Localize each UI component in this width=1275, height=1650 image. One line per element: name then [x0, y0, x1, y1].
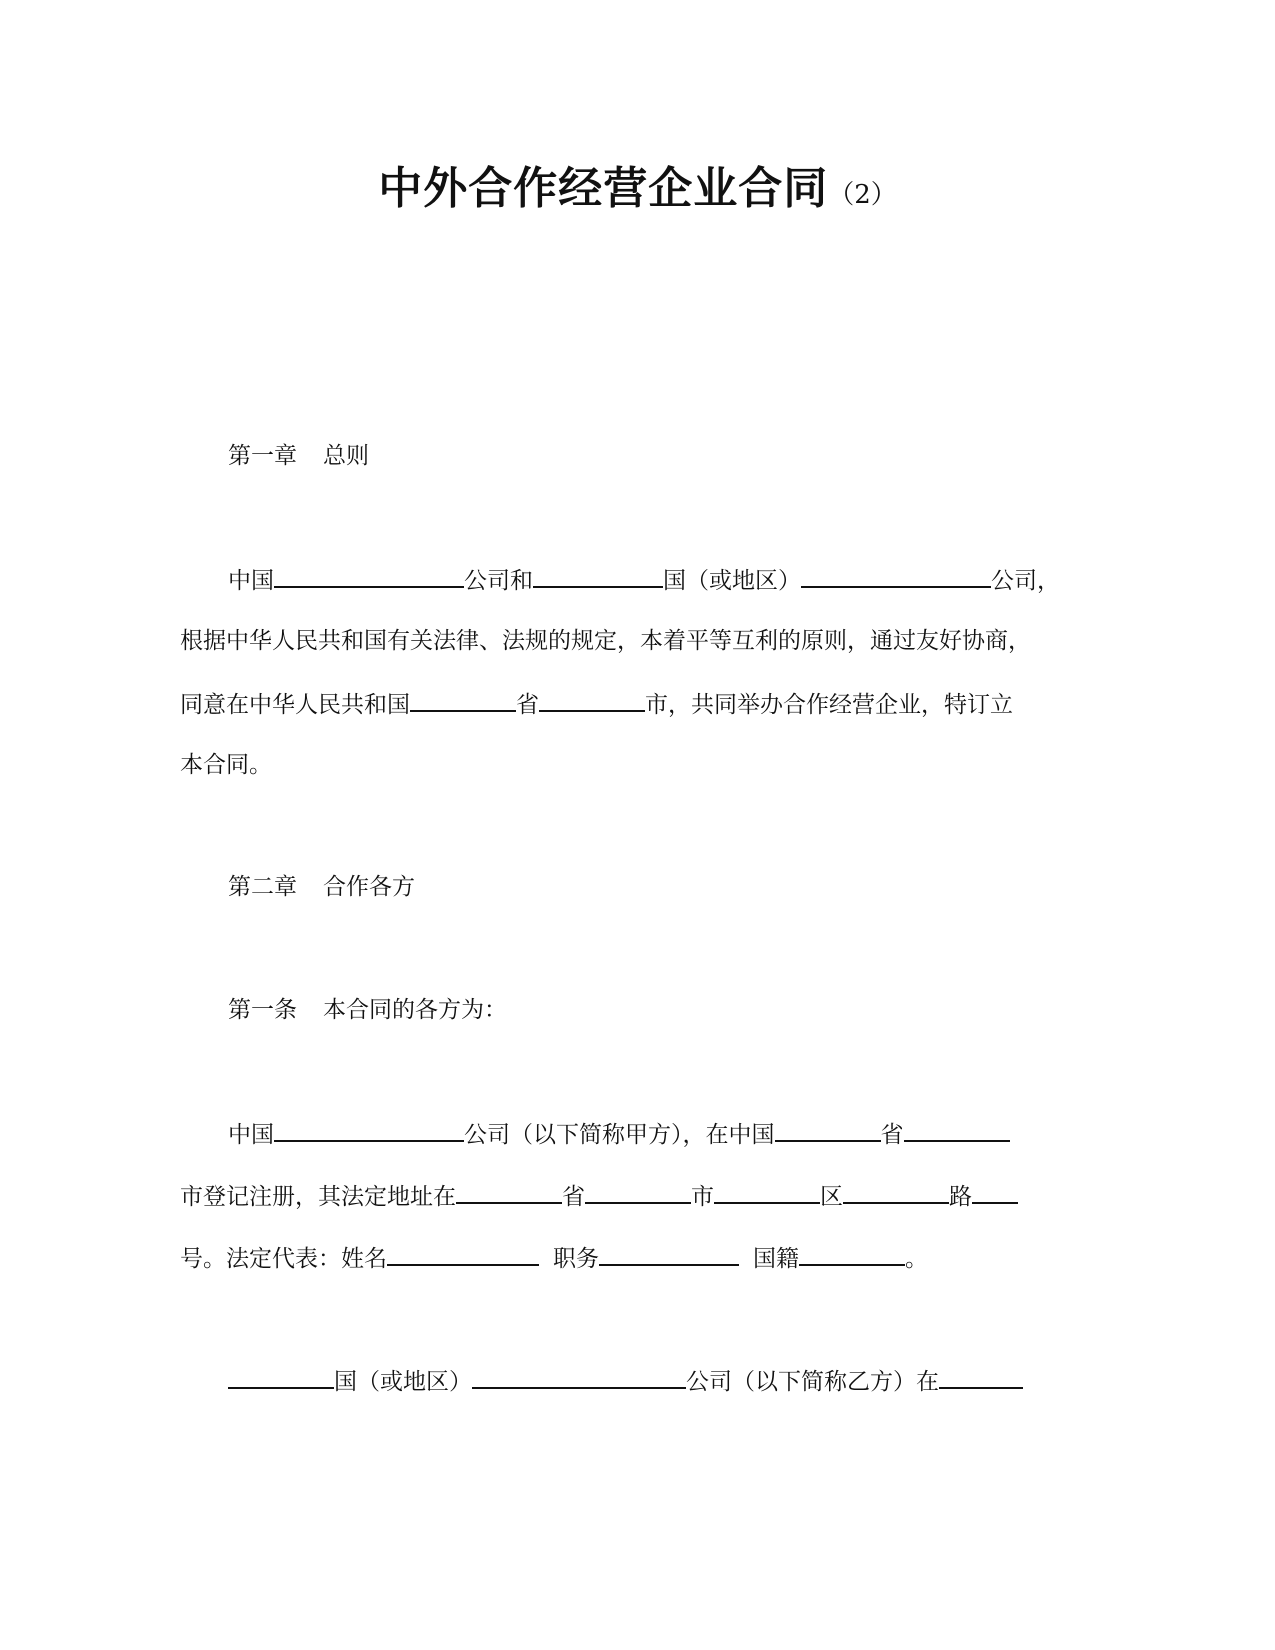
fill-blank	[799, 1242, 905, 1266]
fill-blank	[274, 564, 464, 588]
chapter-1-number: 第一章	[228, 443, 297, 469]
title-suffix: （2）	[828, 180, 897, 210]
fill-blank	[843, 1180, 949, 1204]
fill-blank	[410, 688, 516, 712]
fill-blank	[939, 1365, 1023, 1389]
fill-blank	[472, 1365, 686, 1389]
party-b-line-1	[228, 1365, 1023, 1397]
text-segment: 公司和	[464, 568, 533, 594]
fill-blank	[533, 564, 663, 588]
text-segment: 号。法定代表：姓名	[180, 1246, 387, 1272]
chapter-1-heading	[228, 441, 369, 471]
text-segment: 省	[880, 1122, 904, 1148]
text-segment: 市	[691, 1184, 714, 1210]
preamble-line-3	[180, 688, 1013, 720]
fill-blank	[801, 564, 991, 588]
document-title	[0, 152, 1275, 216]
text-segment: 省	[562, 1184, 585, 1210]
text-segment: 职务	[553, 1246, 599, 1272]
preamble-line-1	[228, 564, 1060, 596]
text-segment: 国籍	[753, 1246, 799, 1272]
text-segment: 公司（以下简称甲方），在中国	[464, 1122, 775, 1148]
text-segment: 国（或地区）	[334, 1369, 472, 1395]
text-segment: 。	[905, 1246, 928, 1272]
fill-blank	[585, 1180, 691, 1204]
chapter-1-name: 总则	[323, 443, 369, 469]
text-segment: 公司，	[991, 568, 1060, 594]
text-segment: 中国	[228, 1122, 274, 1148]
party-a-line-3	[180, 1242, 928, 1274]
text-segment: 本合同。	[180, 752, 272, 778]
text-segment: 省	[516, 692, 539, 718]
fill-blank	[904, 1118, 1010, 1142]
text-segment: 中国	[228, 568, 274, 594]
chapter-2-number: 第二章	[228, 874, 297, 900]
preamble-line-4	[180, 750, 272, 780]
text-segment: 市登记注册，其法定地址在	[180, 1184, 456, 1210]
fill-blank	[775, 1118, 881, 1142]
chapter-2-name: 合作各方	[323, 874, 415, 900]
text-segment: 公司（以下简称乙方）在	[686, 1369, 939, 1395]
fill-blank	[972, 1180, 1018, 1204]
fill-blank	[539, 688, 645, 712]
text-segment: 市，共同举办合作经营企业，特订立	[645, 692, 1013, 718]
party-a-line-2	[180, 1180, 1018, 1212]
text-segment: 国（或地区）	[663, 568, 801, 594]
article-1-heading	[228, 995, 507, 1025]
preamble-line-2	[180, 626, 1031, 656]
text-segment: 同意在中华人民共和国	[180, 692, 410, 718]
text-segment: 根据中华人民共和国有关法律、法规的规定，本着平等互利的原则，通过友好协商，	[180, 628, 1031, 654]
title-main: 中外合作经营企业合同	[378, 163, 829, 214]
article-1-number: 第一条	[228, 997, 297, 1023]
chapter-2-heading	[228, 872, 415, 902]
fill-blank	[228, 1365, 334, 1389]
fill-blank	[599, 1242, 739, 1266]
article-1-text: 本合同的各方为：	[323, 997, 507, 1023]
party-a-line-1	[228, 1118, 1010, 1150]
fill-blank	[714, 1180, 820, 1204]
fill-blank	[456, 1180, 562, 1204]
text-segment: 区	[820, 1184, 843, 1210]
fill-blank	[274, 1118, 464, 1142]
fill-blank	[387, 1242, 539, 1266]
text-segment: 路	[949, 1184, 972, 1210]
